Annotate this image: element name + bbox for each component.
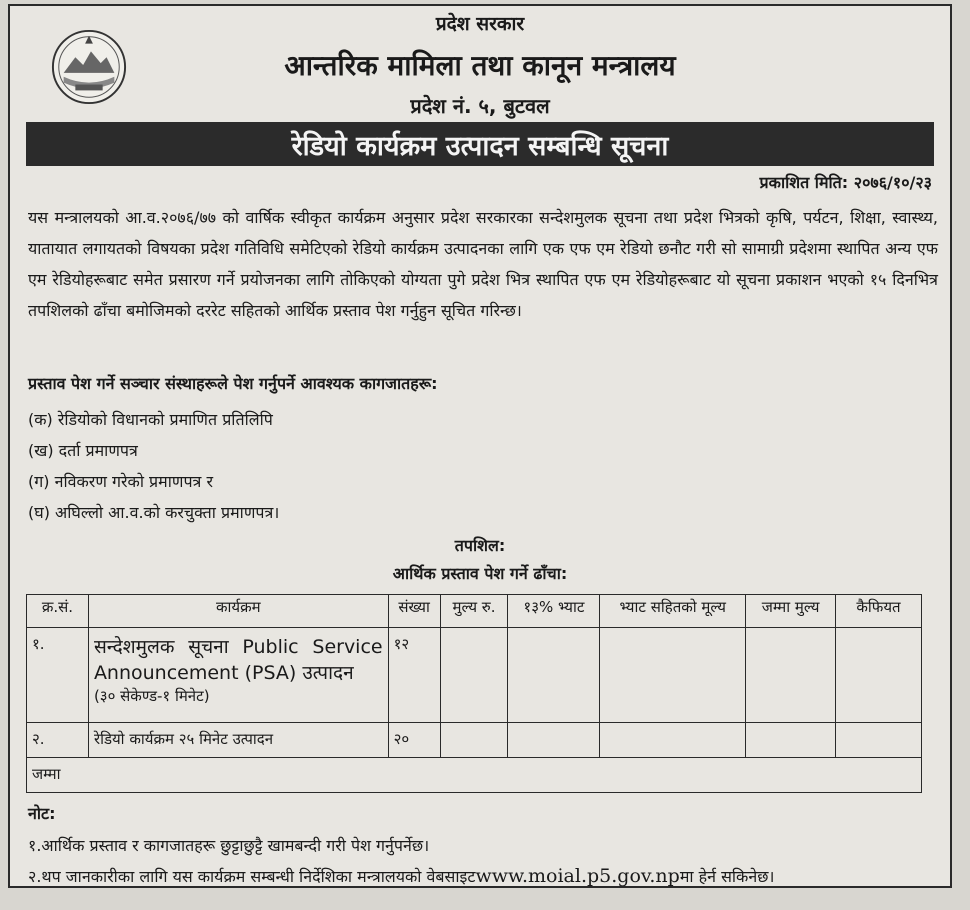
cell-program	[88, 628, 388, 723]
table-row	[27, 723, 922, 758]
ministry-name: आन्तरिक मामिला तथा कानून मन्त्रालय	[284, 49, 676, 82]
cell-qty: २०	[388, 723, 440, 758]
notice-body: यस मन्त्रालयको आ.व.२०७६/७७ को वार्षिक स्वीकृत कार्यक्रम अनुसार प्रदेश सरकारका सन्देशमुलक सूचना तथा प्रदेश भित्रको कृषि, पर्यटन, शिक्षा, स्वास्थ्य, यातायात लगायतको विषयका प्रदेश गतिविधि समेटिएको रेडियो कार्यक्रम उत्पादनका लागि एक एफ एम रेडियो छनौट गरी सो सामाग्री प्रदेशमा स्थापित अन्य एफ एम रेडियोहरूबाट समेत प्रसारण गर्ने प्रयोजनका लागि तोकिएको योग्यता पुगे प्रदेश भित्र स्थापित एफ एम रेडियोहरूबाट यो सूचना प्रकाशन भएको १५ दिनभित्र तपशिलको ढाँचा बमोजिमको दररेट सहितको आर्थिक प्रस्ताव पेश गर्नुहुन सूचित गरिन्छ।	[28, 208, 938, 320]
col-header-price-with-vat: भ्याट सहितको मूल्य	[600, 595, 746, 628]
cell-price-with-vat	[600, 723, 746, 758]
table-header-row	[27, 595, 922, 628]
requirement-item: (ख) दर्ता प्रमाणपत्र	[28, 441, 138, 460]
requirements-title: प्रस्ताव पेश गर्ने सञ्चार संस्थाहरूले पेश गर्नुपर्ने आवश्यक कागजातहरू:	[28, 374, 438, 393]
cell-qty: १२	[388, 628, 440, 723]
notice	[8, 4, 952, 888]
cell-program: रेडियो कार्यक्रम २५ मिनेट उत्पादन	[88, 723, 388, 758]
requirement-item: (क) रेडियोको विधानको प्रमाणित प्रतिलिपि	[28, 410, 273, 429]
note-item: १.आर्थिक प्रस्ताव र कागजातहरू छुट्टाछुट्टै खामबन्दी गरी पेश गर्नुपर्नेछ।	[28, 836, 430, 855]
cell-price	[440, 723, 508, 758]
table-total-row	[27, 758, 922, 793]
table-row	[27, 628, 922, 723]
col-header-remarks: कैफियत	[836, 595, 922, 628]
note-text: २.थप जानकारीका लागि यस कार्यक्रम सम्बन्धी निर्देशिका मन्त्रालयको वेबसाइट	[28, 867, 476, 886]
col-header-sn: क्र.सं.	[27, 595, 89, 628]
cell-vat	[508, 723, 600, 758]
published-date	[760, 171, 932, 193]
cell-sn: २.	[27, 723, 89, 758]
cell-remarks	[836, 628, 922, 723]
program-duration: (३० सेकेण्ड-१ मिनेट)	[93, 687, 210, 705]
ministry-website-link[interactable]: www.moial.p5.gov.np	[475, 865, 680, 887]
col-header-vat: १३% भ्याट	[508, 595, 600, 628]
cell-vat	[508, 628, 600, 723]
published-date-value: २०७६/१०/२३	[853, 173, 932, 192]
cell-price-with-vat	[600, 628, 746, 723]
col-header-total: जम्मा मुल्य	[746, 595, 836, 628]
requirements-list	[28, 404, 279, 528]
requirement-item: (ग) नविकरण गरेको प्रमाणपत्र र	[28, 472, 213, 491]
program-name: सन्देशमुलक सूचना Public Service Announcement (PSA) उत्पादन	[93, 636, 383, 684]
note-item	[28, 861, 774, 892]
requirement-item: (घ) अघिल्लो आ.व.को करचुक्ता प्रमाणपत्र।	[28, 503, 280, 522]
cell-total	[746, 723, 836, 758]
province-name: प्रदेश नं. ५, बुटवल	[410, 94, 550, 118]
cell-sn: १.	[27, 628, 89, 723]
col-header-price: मुल्य रु.	[440, 595, 508, 628]
total-label: जम्मा	[27, 758, 922, 793]
notice-title-banner	[26, 122, 934, 166]
published-date-label: प्रकाशित मिति:	[759, 173, 849, 192]
notes-list	[28, 830, 774, 892]
cell-remarks	[836, 723, 922, 758]
note-text: मा हेर्न सकिनेछ।	[679, 867, 775, 886]
notice-title: रेडियो कार्यक्रम उत्पादन सम्बन्धि सूचना	[291, 130, 669, 162]
cell-total	[746, 628, 836, 723]
cell-price	[440, 628, 508, 723]
col-header-program: कार्यक्रम	[88, 595, 388, 628]
schedule-subtitle: आर्थिक प्रस्ताव पेश गर्ने ढाँचा:	[392, 564, 568, 583]
col-header-qty: संख्या	[388, 595, 440, 628]
schedule-title: तपशिल:	[454, 536, 506, 555]
financial-proposal-table	[26, 594, 922, 793]
government-name: प्रदेश सरकार	[435, 13, 525, 35]
notes-title: नोट:	[28, 804, 56, 823]
